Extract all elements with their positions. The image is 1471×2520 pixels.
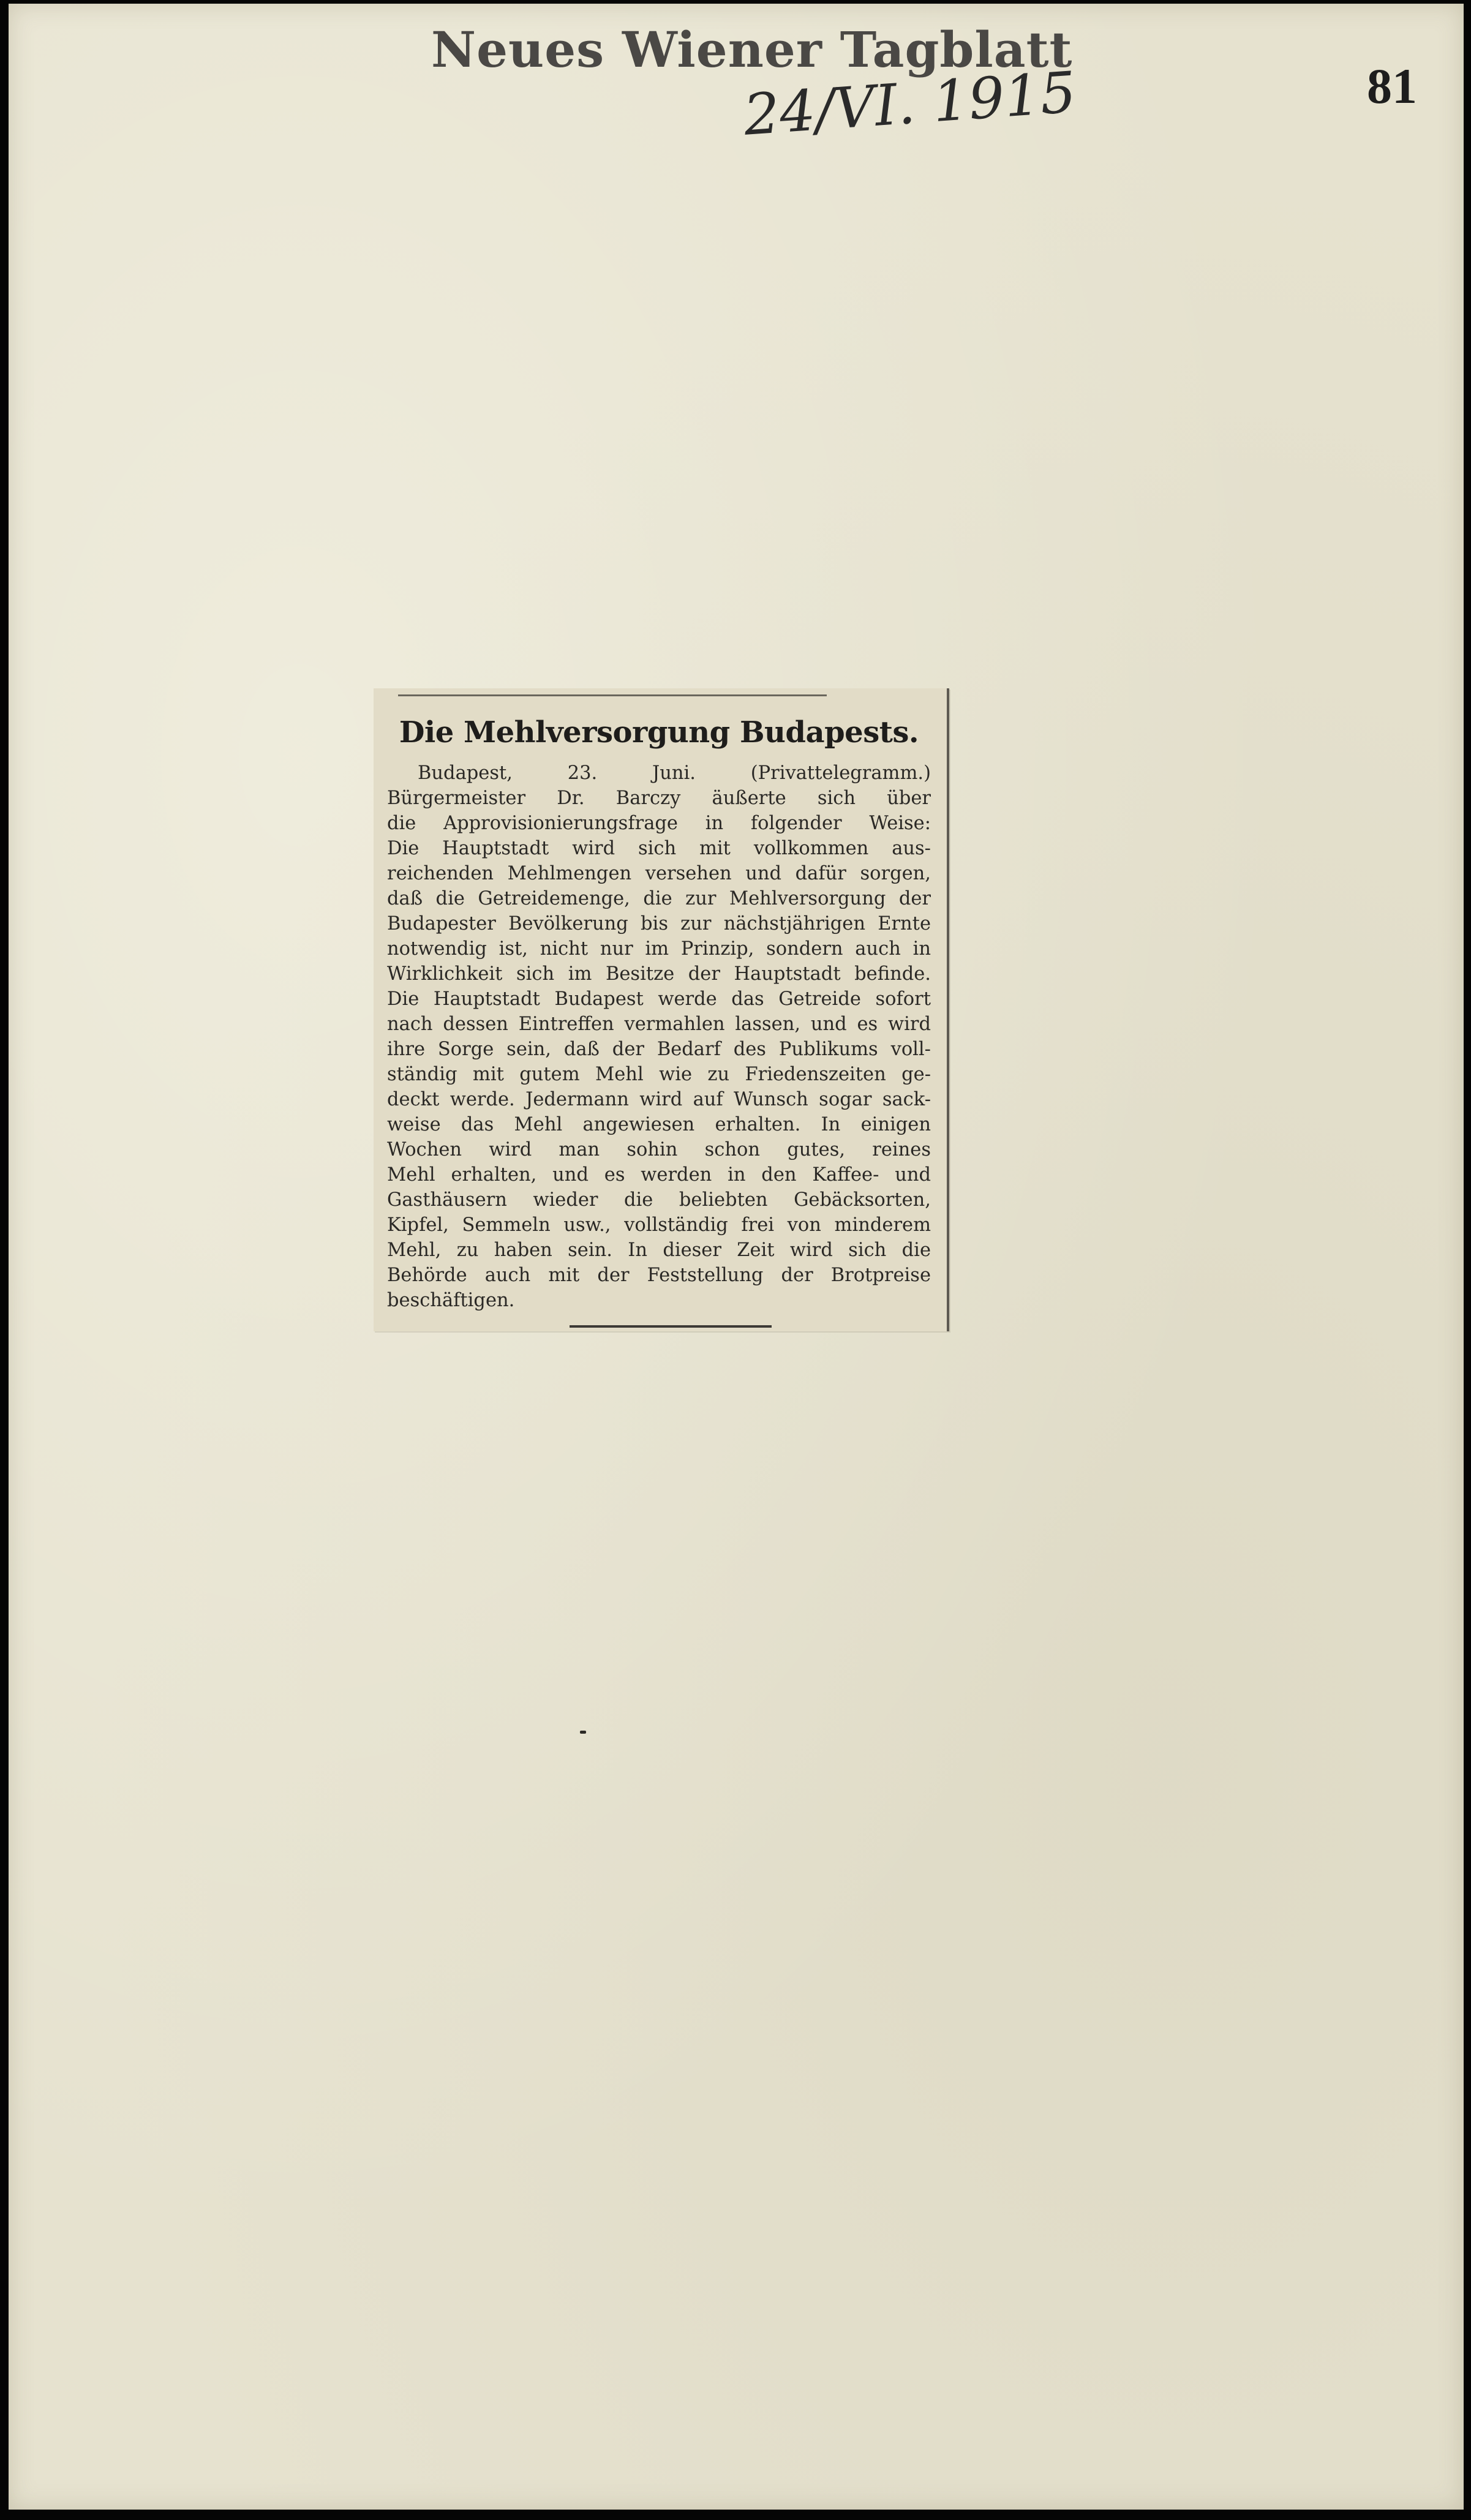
clipping-top-rule	[398, 694, 827, 696]
article-line: Behörde auch mit der Feststellung der Brotpreise	[387, 1265, 931, 1286]
article-line: Gasthäusern wieder die beliebten Gebäcksorten,	[387, 1189, 931, 1211]
article-line: Budapester Bevölkerung bis zur nächstjährigen Ernte	[387, 913, 931, 935]
article-line: notwendig ist, nicht nur im Prinzip, sondern auch in	[387, 938, 931, 960]
article-line: deckt werde. Jedermann wird auf Wunsch sogar sack-	[387, 1089, 931, 1110]
clipping-bottom-rule	[570, 1325, 772, 1328]
article-line: reichenden Mehlmengen versehen und dafür sorgen,	[387, 863, 931, 884]
article-line: Budapest, 23. Juni. (Privattelegramm.)	[418, 762, 931, 784]
article-line: Die Hauptstadt wird sich mit vollkommen aus-	[387, 838, 931, 859]
article-line: Wochen wird man sohin schon gutes, reines	[387, 1139, 931, 1160]
clipping-body	[387, 761, 931, 1313]
article-line: Mehl erhalten, und es werden in den Kaffee- und	[387, 1164, 931, 1186]
article-line: beschäftigen.	[387, 1290, 515, 1311]
article-line: die Approvisionierungsfrage in folgender Weise:	[387, 813, 931, 834]
article-line: Kipfel, Semmeln usw., vollständig frei von minderem	[387, 1214, 931, 1236]
article-line: weise das Mehl angewiesen erhalten. In einigen	[387, 1114, 931, 1135]
page-number: 81	[1367, 58, 1417, 114]
article-line: daß die Getreidemenge, die zur Mehlversorgung der	[387, 888, 931, 909]
newspaper-clipping	[374, 688, 949, 1331]
article-line: Bürgermeister Dr. Barczy äußerte sich über	[387, 788, 931, 809]
article-line: ständig mit gutem Mehl wie zu Friedenszeiten ge-	[387, 1064, 931, 1085]
handwritten-date: 24/VI. 1915	[741, 59, 1078, 148]
article-line: Mehl, zu haben sein. In dieser Zeit wird sich die	[387, 1239, 931, 1261]
archive-page	[9, 4, 1464, 2510]
article-line: ihre Sorge sein, daß der Bedarf des Publikums voll-	[387, 1039, 931, 1060]
clipping-headline: Die Mehlversorgung Budapests.	[399, 715, 919, 750]
article-line: Die Hauptstadt Budapest werde das Getreide sofort	[387, 988, 931, 1010]
newspaper-stamp: Neues Wiener Tagblatt	[431, 21, 1073, 78]
ink-speck	[580, 1731, 586, 1734]
article-line: nach dessen Eintreffen vermahlen lassen, und es wird	[387, 1014, 931, 1035]
article-line: Wirklichkeit sich im Besitze der Hauptstadt befinde.	[387, 963, 931, 985]
